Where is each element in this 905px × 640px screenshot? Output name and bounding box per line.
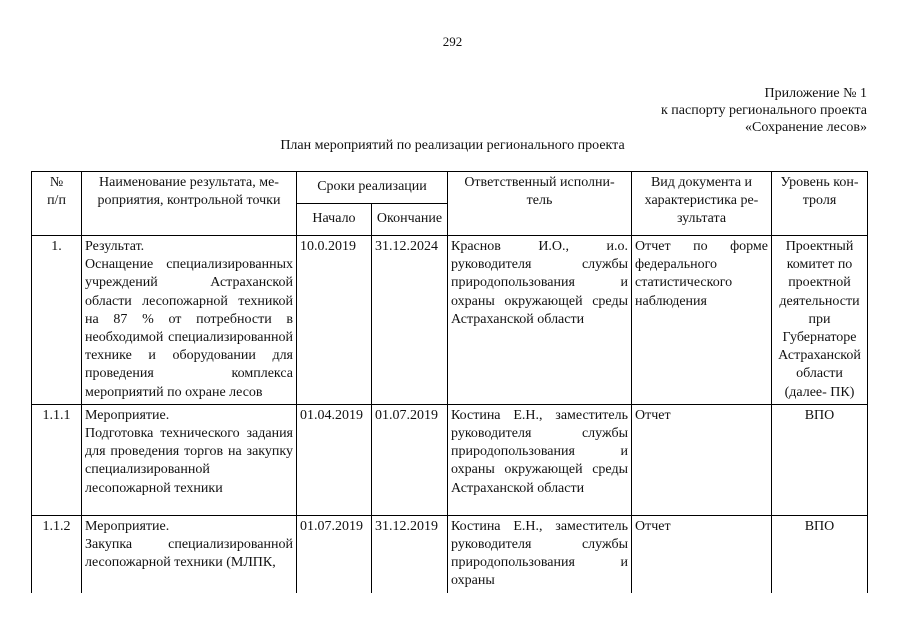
cell-level: ВПО — [772, 515, 868, 592]
header-doc: Вид документа и характеристика ре- зультата — [632, 172, 772, 236]
table-row — [32, 515, 868, 592]
appendix-line-1: Приложение № 1 — [764, 86, 867, 101]
cell-name: Мероприятие. Подготовка технического задания для проведения торгов на закупку специализированной лесопожарной техники — [82, 404, 297, 515]
cell-doc: Отчет по форме федерального статистического наблюдения — [632, 236, 772, 405]
cell-name: Мероприятие. Закупка специализированной лесопожарной техники (МЛПК, — [82, 515, 297, 592]
cell-doc: Отчет — [632, 515, 772, 592]
header-num: № п/п — [32, 172, 82, 236]
cell-num: 1. — [32, 236, 82, 405]
cell-name: Результат. Оснащение специализированных учреждений Астраханской области лесопожарной техникой на 87 % от потребности в необходимой специализированной технике и оборудовании для проведения комплекса мероприятий по охране лесов — [82, 236, 297, 405]
cell-start: 01.04.2019 — [297, 404, 372, 515]
cell-level: ВПО — [772, 404, 868, 515]
cell-level: Проектный комитет по проектной деятельности при Губернаторе Астраханской области (далее- ПК) — [772, 236, 868, 405]
cell-end: 31.12.2019 — [372, 515, 448, 592]
page-number: 292 — [442, 34, 463, 49]
header-name: Наименование результата, ме- роприятия, контрольной точки — [82, 172, 297, 236]
header-start: Начало — [297, 204, 372, 236]
table-row — [32, 236, 868, 405]
cell-executor: Краснов И.О., и.о. руководителя службы природопользования и охраны окружающей среды Астраханской области — [448, 236, 632, 405]
header-executor: Ответственный исполни- тель — [448, 172, 632, 236]
cell-doc: Отчет — [632, 404, 772, 515]
cell-end: 01.07.2019 — [372, 404, 448, 515]
header-end: Окончание — [372, 204, 448, 236]
cell-num: 1.1.1 — [32, 404, 82, 515]
plan-title: План мероприятий по реализации регионального проекта — [280, 138, 625, 153]
appendix-note — [661, 85, 867, 136]
cell-executor: Костина Е.Н., заместитель руководителя службы природопользования и охраны — [448, 515, 632, 592]
table-row — [32, 404, 868, 515]
header-dates: Сроки реализации — [297, 172, 448, 204]
appendix-line-3: «Сохранение лесов» — [745, 120, 867, 135]
plan-table — [31, 171, 868, 593]
cell-num: 1.1.2 — [32, 515, 82, 592]
cell-executor: Костина Е.Н., заместитель руководителя службы природопользования и охраны окружающей среды Астраханской области — [448, 404, 632, 515]
appendix-line-2: к паспорту регионального проекта — [661, 103, 867, 118]
header-level: Уровень кон- троля — [772, 172, 868, 236]
cell-end: 31.12.2024 — [372, 236, 448, 405]
cell-start: 01.07.2019 — [297, 515, 372, 592]
cell-start: 10.0.2019 — [297, 236, 372, 405]
header-row — [32, 172, 868, 204]
